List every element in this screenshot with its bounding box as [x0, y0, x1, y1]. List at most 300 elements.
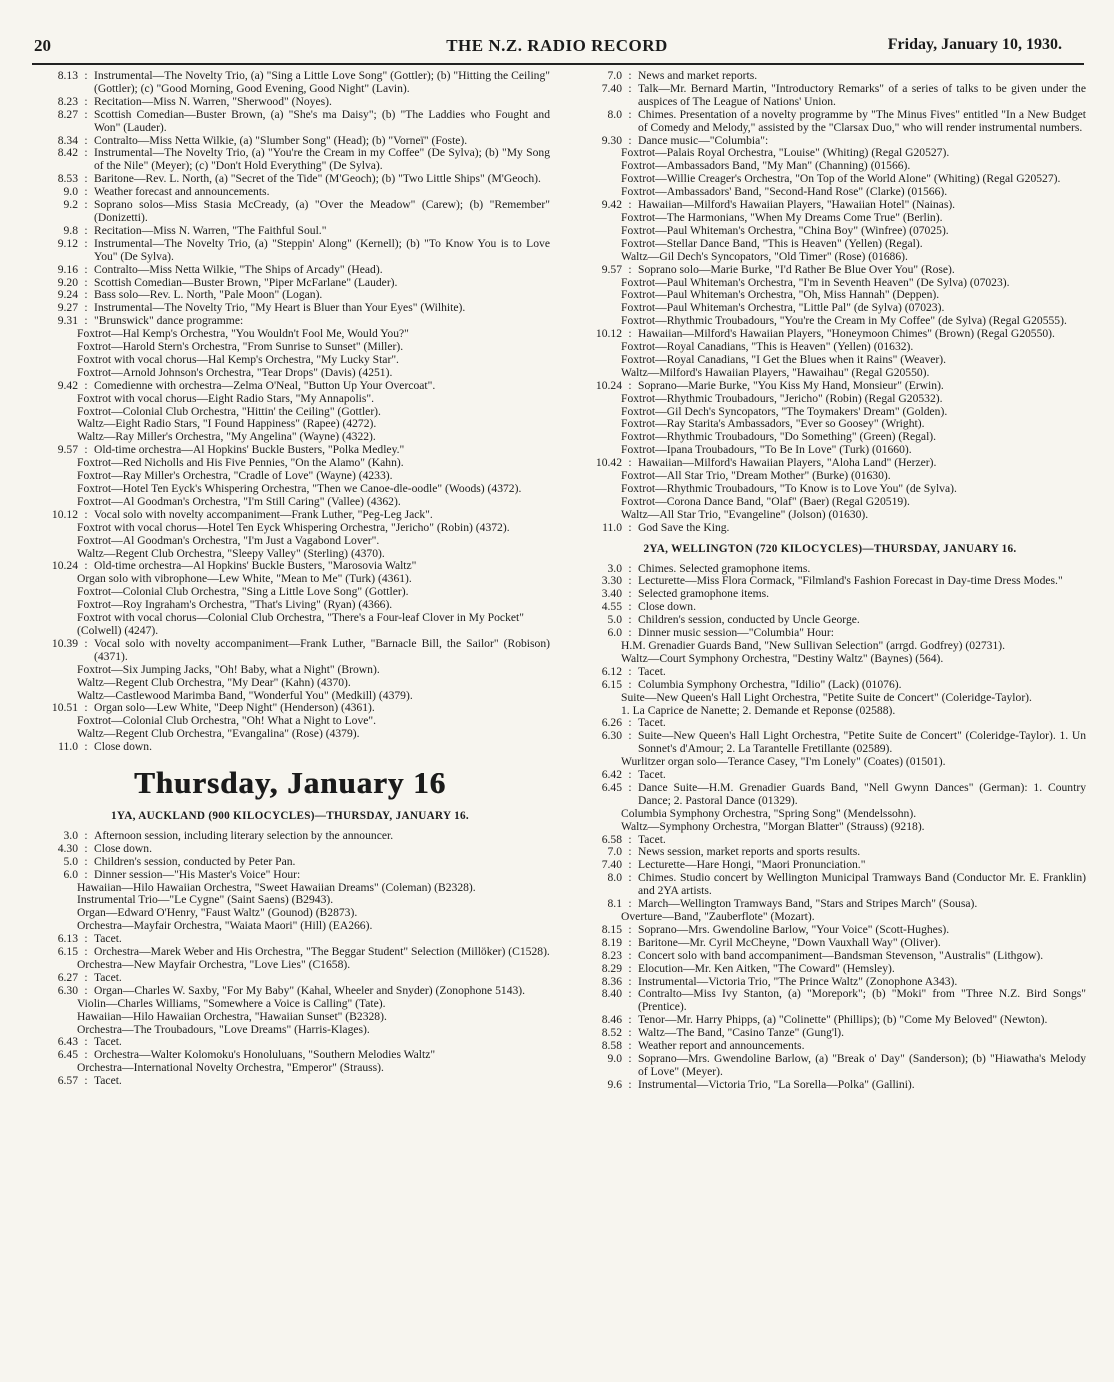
entry-text: Soprano—Mrs. Gwendoline Barlow, "Your Voice" (Scott-Hughes).: [638, 922, 950, 936]
station-heading: 2YA, WELLINGTON (720 KILOCYCLES)—THURSDAY, JANUARY 16.: [643, 542, 1017, 555]
programme-entry: [30, 109, 550, 135]
entry-time: 8.0: [607, 871, 622, 885]
entry-time: 6.58: [601, 832, 622, 846]
entry-time: 3.0: [63, 828, 78, 842]
programme-entry: [574, 679, 1086, 692]
entry-time: 5.0: [607, 613, 622, 627]
time-separator: :: [84, 740, 88, 754]
entry-text: Tacet.: [94, 970, 122, 984]
time-separator: :: [628, 935, 632, 949]
entry-text: Chimes. Presentation of a novelty programme by "The Minus Fives" entitled "In a New Budget of Comedy and Melody," assisted by the "Clarsax Duo," who will render instrumental numbers.: [638, 107, 1086, 134]
time-separator: :: [628, 1051, 632, 1065]
time-separator: :: [628, 262, 632, 276]
entry-text: Comedienne with orchestra—Zelma O'Neal, "Button Up Your Overcoat".: [94, 378, 436, 392]
entry-time: 9.24: [57, 288, 78, 302]
entry-text: Old-time orchestra—Al Hopkins' Buckle Busters, "Polka Medley.": [94, 443, 405, 457]
time-separator: :: [628, 81, 632, 95]
entry-time: 3.30: [601, 574, 622, 588]
programme-entry: [574, 264, 1086, 277]
entry-time: 6.13: [57, 932, 78, 946]
entry-time: 6.26: [601, 716, 622, 730]
entry-text: Contralto—Miss Ivy Stanton, (a) "Morepork"; (b) "Moki" from "Three N.Z. Bird Songs" (Prentice).: [638, 987, 1086, 1014]
entry-text: Tacet.: [94, 1035, 122, 1049]
entry-text: Close down.: [94, 740, 152, 754]
entry-time: 8.34: [57, 133, 78, 147]
left-column: [30, 70, 550, 1088]
programme-entry: [30, 830, 550, 843]
entry-text: Vocal solo with novelty accompaniment—Frank Luther, "Peg-Leg Jack".: [94, 507, 433, 521]
programme-subitem: Organ—Edward O'Henry, "Faust Waltz" (Gounod) (B2873).: [77, 906, 358, 920]
entry-text: Elocution—Mr. Ken Aitken, "The Coward" (Hemsley).: [638, 961, 895, 975]
time-separator: :: [84, 314, 88, 328]
time-separator: :: [628, 1077, 632, 1091]
programme-subitem: Foxtrot with vocal chorus—Eight Radio Stars, "My Annapolis".: [77, 391, 375, 405]
programme-subitem: Foxtrot—Stellar Dance Band, "This is Heaven" (Yellen) (Regal).: [621, 236, 923, 250]
entry-time: 7.0: [607, 845, 622, 859]
programme-entry: [574, 380, 1086, 393]
programme-subitem: Foxtrot—Roy Ingraham's Orchestra, "That's Living" (Ryan) (4366).: [77, 598, 393, 612]
entry-time: 9.31: [57, 314, 78, 328]
time-separator: :: [84, 945, 88, 959]
programme-subitem: Foxtrot—Ipana Troubadours, "To Be In Love" (Turk) (01660).: [621, 443, 912, 457]
entry-time: 8.13: [57, 69, 78, 82]
programme-entry: [574, 769, 1086, 782]
entry-text: Scottish Comedian—Buster Brown, "Piper McFarlane" (Lauder).: [94, 275, 398, 289]
entry-time: 5.0: [63, 854, 78, 868]
entry-time: 7.0: [607, 69, 622, 82]
entry-time: 9.8: [63, 223, 78, 237]
entry-time: 6.30: [601, 729, 622, 743]
programme-entry: [574, 1053, 1086, 1079]
programme-subitem: Waltz—Regent Club Orchestra, "Evangalina" (Rose) (4379).: [77, 727, 360, 741]
programme-entry: [574, 666, 1086, 679]
entry-text: Dance Suite—H.M. Grenadier Guards Band, "Nell Gwynn Dances" (German): 1. Country Dance; 2. Pastoral Dance (01329).: [638, 780, 1086, 807]
time-separator: :: [628, 613, 632, 627]
programme-subitem: Violin—Charles Williams, "Somewhere a Voice is Calling" (Tate).: [77, 996, 386, 1010]
time-separator: :: [84, 970, 88, 984]
entry-time: 6.57: [57, 1074, 78, 1088]
entry-time: 10.42: [595, 456, 622, 470]
programme-subitem: Orchestra—Mayfair Orchestra, "Waiata Maori" (Hill) (EA266).: [77, 919, 373, 933]
entry-time: 6.43: [57, 1035, 78, 1049]
entry-time: 10.24: [51, 559, 78, 573]
time-separator: :: [628, 948, 632, 962]
entry-time: 6.0: [607, 626, 622, 640]
time-separator: :: [84, 932, 88, 946]
entry-text: Soprano—Mrs. Gwendoline Barlow, (a) "Break o' Day" (Sanderson); (b) "Hiawatha's Melody of Love" (Meyer).: [638, 1051, 1086, 1078]
entry-text: Suite—New Queen's Hall Light Orchestra, "Petite Suite de Concert" (Coleridge-Taylor). 1. Un Sonnet's d'Amour; 2. La Tarantelle Fretillante (02589).: [638, 729, 1086, 756]
entry-text: News and market reports.: [638, 69, 758, 82]
entry-text: Hawaiian—Milford's Hawaiian Players, "Hawaiian Hotel" (Nainas).: [638, 198, 956, 212]
programme-subitem: Organ solo with vibrophone—Lew White, "Mean to Me" (Turk) (4361).: [77, 572, 412, 586]
programme-entry: [30, 380, 550, 393]
programme-subitem: Foxtrot—Corona Dance Band, "Olaf" (Baer) (Regal G20519).: [621, 494, 910, 508]
programme-subitem: Foxtrot—Rhythmic Troubadours, "Jericho" (Robin) (Regal G20532).: [621, 391, 943, 405]
entry-time: 6.45: [57, 1048, 78, 1062]
programme-subitem: Foxtrot—Rhythmic Troubadours, "Do Something" (Green) (Regal).: [621, 430, 937, 444]
programme-subitem: Foxtrot—Red Nicholls and His Five Pennies, "On the Alamo" (Kahn).: [77, 456, 404, 470]
programme-subitem: Foxtrot—Arnold Johnson's Orchestra, "Tear Drops" (Davis) (4251).: [77, 365, 393, 379]
entry-text: Tacet.: [94, 932, 122, 946]
programme-subitem: Foxtrot—Rhythmic Troubadours, "You're the Cream in My Coffee" (de Sylva) (Regal G20555).: [621, 314, 1067, 328]
entry-text: Selected gramophone items.: [638, 587, 770, 601]
header-rule: [32, 63, 1084, 65]
entry-text: Soprano solos—Miss Stasia McCready, (a) "Over the Meadow" (Carew); (b) "Remember" (Donizetti).: [94, 198, 550, 224]
entry-text: Contralto—Miss Netta Wilkie, (a) "Slumber Song" (Head); (b) "Vorneï" (Foste).: [94, 133, 468, 147]
programme-subitem: Instrumental Trio—"Le Cygne" (Saint Saens) (B2943).: [77, 893, 334, 907]
entry-text: Vocal solo with novelty accompaniment—Frank Luther, "Barnacle Bill, the Sailor" (Robison) (4371).: [94, 636, 550, 663]
time-separator: :: [84, 867, 88, 881]
entry-time: 8.52: [601, 1026, 622, 1040]
programme-entry: [30, 96, 550, 109]
time-separator: :: [84, 378, 88, 392]
programme-entry: [574, 522, 1086, 535]
entry-time: 8.23: [601, 948, 622, 962]
programme-subitem: Waltz—Ray Miller's Orchestra, "My Angelina" (Wayne) (4322).: [77, 430, 376, 444]
entry-time: 7.40: [601, 81, 622, 95]
programme-subitem: Foxtrot—Colonial Club Orchestra, "Hittin' the Ceiling" (Gottler).: [77, 404, 381, 418]
entry-text: Dance music—"Columbia":: [638, 133, 769, 147]
programme-subitem: Foxtrot—Al Goodman's Orchestra, "I'm Just a Vagabond Lover".: [77, 533, 380, 547]
entry-time: 6.27: [57, 970, 78, 984]
entry-text: Organ—Charles W. Saxby, "For My Baby" (Kahal, Wheeler and Snyder) (Zonophone 5143).: [94, 983, 526, 997]
entry-text: Chimes. Studio concert by Wellington Municipal Tramways Band (Conductor Mr. E. Franklin) and 2YA artists.: [638, 871, 1086, 898]
time-separator: :: [628, 832, 632, 846]
programme-entry: [30, 264, 550, 277]
programme-subitem: Foxtrot with vocal chorus—Hal Kemp's Orchestra, "My Lucky Star".: [77, 352, 399, 366]
time-separator: :: [84, 223, 88, 237]
programme-subitem: Waltz—All Star Trio, "Evangeline" (Jolson) (01630).: [621, 507, 869, 521]
time-separator: :: [628, 716, 632, 730]
entry-text: Instrumental—The Novelty Trio, (a) "Steppin' Along" (Kernell); (b) "To Know You is to Love You" (De Sylva).: [94, 236, 550, 263]
entry-time: 10.39: [51, 636, 78, 650]
entry-time: 6.30: [57, 983, 78, 997]
entry-time: 11.0: [602, 520, 622, 534]
entry-time: 10.12: [51, 507, 78, 521]
entry-time: 9.27: [57, 301, 78, 315]
entry-time: 4.30: [57, 841, 78, 855]
programme-entry: [30, 1075, 550, 1088]
entry-time: 6.15: [601, 677, 622, 691]
time-separator: :: [84, 262, 88, 276]
programme-subitem: 1. La Caprice de Nanette; 2. Demande et Reponse (02588).: [621, 703, 896, 717]
programme-entry: [30, 238, 550, 264]
entry-text: Close down.: [94, 841, 152, 855]
time-separator: :: [628, 626, 632, 640]
time-separator: :: [84, 636, 88, 650]
entry-text: Recitation—Miss N. Warren, "Sherwood" (Noyes).: [94, 94, 332, 108]
entry-text: Dinner session—"His Master's Voice" Hour:: [94, 867, 301, 881]
entry-text: Baritone—Mr. Cyril McCheyne, "Down Vauxhall Way" (Oliver).: [638, 935, 941, 949]
entry-time: 9.57: [601, 262, 622, 276]
entry-time: 8.36: [601, 974, 622, 988]
entry-text: Recitation—Miss N. Warren, "The Faithful Soul.": [94, 223, 327, 237]
programme-entry: [30, 972, 550, 985]
entry-time: 6.45: [601, 780, 622, 794]
time-separator: :: [628, 871, 632, 885]
programme-subitem: Foxtrot—Hal Kemp's Orchestra, "You Wouldn't Fool Me, Would You?": [77, 327, 409, 341]
programme-subitem: Foxtrot—Rhythmic Troubadours, "To Know is to Love You" (de Sylva).: [621, 482, 957, 495]
station-heading: 1YA, AUCKLAND (900 KILOCYCLES)—THURSDAY, JANUARY 16.: [111, 810, 469, 823]
programme-entry: [30, 985, 550, 998]
entry-time: 8.46: [601, 1013, 622, 1027]
entry-time: 9.42: [601, 198, 622, 212]
entry-time: 9.30: [601, 133, 622, 147]
programme-entry: [30, 509, 550, 522]
programme-subitem: Wurlitzer organ solo—Terance Casey, "I'm Lonely" (Coates) (01501).: [621, 755, 946, 769]
entry-text: Organ solo—Lew White, "Deep Night" (Henderson) (4361).: [94, 701, 375, 715]
entry-time: 8.23: [57, 94, 78, 108]
entry-text: Close down.: [638, 600, 696, 614]
time-separator: :: [628, 378, 632, 392]
entry-text: Concert solo with band accompaniment—Bandsman Stevenson, "Australis" (Lithgow).: [638, 948, 1044, 962]
programme-entry: [574, 937, 1086, 950]
programme-subitem: Orchestra—New Mayfair Orchestra, "Love Lies" (C1658).: [77, 958, 351, 971]
programme-subitem: Foxtrot—All Star Trio, "Dream Mother" (Burke) (01630).: [621, 469, 891, 483]
time-separator: :: [628, 664, 632, 678]
entry-time: 9.42: [57, 378, 78, 392]
programme-subitem: Foxtrot—Paul Whiteman's Orchestra, "China Boy" (Winfree) (07025).: [621, 223, 949, 237]
programme-subitem: Overture—Band, "Zauberflote" (Mozart).: [621, 910, 815, 923]
time-separator: :: [628, 961, 632, 975]
programme-subitem: Foxtrot—Ray Starita's Ambassadors, "Ever so Goosey" (Wright).: [621, 417, 925, 431]
entry-text: News session, market reports and sports results.: [638, 845, 861, 859]
time-separator: :: [628, 574, 632, 588]
time-separator: :: [628, 780, 632, 794]
entry-time: 10.51: [51, 701, 78, 715]
time-separator: :: [628, 768, 632, 782]
programme-entry: [30, 741, 550, 754]
time-separator: :: [84, 854, 88, 868]
programme-entry: [574, 730, 1086, 756]
entry-text: Chimes. Selected gramophone items.: [638, 561, 811, 575]
programme-subitem: Foxtrot—Colonial Club Orchestra, "Oh! What a Night to Love".: [77, 714, 377, 728]
entry-time: 8.58: [601, 1039, 622, 1053]
programme-entry: [30, 843, 550, 856]
entry-time: 8.53: [57, 172, 78, 186]
entry-text: Instrumental—Victoria Trio, "The Prince Waltz" (Zonophone A343).: [638, 974, 958, 988]
programme-subitem: Foxtrot—Ambassadors' Band, "Second-Hand Rose" (Clarke) (01566).: [621, 185, 948, 199]
entry-text: Scottish Comedian—Buster Brown, (a) "She's ma Daisy"; (b) "The Laddies who Fought and Won" (Lauder).: [94, 107, 550, 134]
right-column: [574, 70, 1086, 1092]
time-separator: :: [628, 327, 632, 341]
programme-entry: [30, 70, 550, 96]
programme-subitem: Waltz—Court Symphony Orchestra, "Destiny Waltz" (Baynes) (564).: [621, 651, 944, 665]
programme-subitem: Waltz—Gil Dech's Syncopators, "Old Timer" (Rose) (01686).: [621, 249, 908, 263]
entry-time: 9.57: [57, 443, 78, 457]
entry-time: 11.0: [58, 740, 78, 754]
programme-subitem: Foxtrot—Six Jumping Jacks, "Oh! Baby, what a Night" (Brown).: [77, 662, 380, 676]
programme-subitem: Foxtrot—Al Goodman's Orchestra, "I'm Still Caring" (Vallee) (4362).: [77, 494, 401, 508]
programme-subitem: Hawaiian—Hilo Hawaiian Orchestra, "Sweet Hawaiian Dreams" (Coleman) (B2328).: [77, 880, 476, 894]
programme-subitem: Waltz—Regent Club Orchestra, "Sleepy Valley" (Sterling) (4370).: [77, 546, 385, 560]
entry-text: Baritone—Rev. L. North, (a) "Secret of the Tide" (M'Geoch); (b) "Two Little Ships" (M'Geoch).: [94, 172, 541, 186]
programme-subitem: Foxtrot—Paul Whiteman's Orchestra, "I'm in Seventh Heaven" (De Sylva) (07023).: [621, 275, 1010, 289]
entry-text: Talk—Mr. Bernard Martin, "Introductory Remarks" of a series of talks to be given under the auspices of The League of Nations' Union.: [638, 81, 1086, 108]
programme-entry: [30, 225, 550, 238]
time-separator: :: [628, 107, 632, 121]
time-separator: :: [628, 1039, 632, 1053]
time-separator: :: [84, 172, 88, 186]
programme-subitem: Hawaiian—Hilo Hawaiian Orchestra, "Hawaiian Sunset" (B2328).: [77, 1009, 387, 1023]
time-separator: :: [84, 1048, 88, 1062]
entry-time: 8.40: [601, 987, 622, 1001]
programme-entry: [30, 199, 550, 225]
entry-text: Contralto—Miss Netta Wilkie, "The Ships of Arcady" (Head).: [94, 262, 383, 276]
time-separator: :: [628, 974, 632, 988]
time-separator: :: [84, 1074, 88, 1088]
entry-time: 8.27: [57, 107, 78, 121]
entry-time: 8.19: [601, 935, 622, 949]
programme-subitem: Foxtrot—Royal Canadians, "I Get the Blues when it Rains" (Weaver).: [621, 352, 947, 366]
programme-subitem: Foxtrot with vocal chorus—Hotel Ten Eyck Whispering Orchestra, "Jericho" (Robin) (4372).: [77, 520, 510, 534]
time-separator: :: [84, 559, 88, 573]
entry-text: Hawaiian—Milford's Hawaiian Players, "Aloha Land" (Herzer).: [638, 456, 937, 470]
entry-time: 9.6: [607, 1077, 622, 1091]
entry-text: Orchestra—Walter Kolomoku's Honoluluans, "Southern Melodies Waltz": [94, 1048, 436, 1062]
time-separator: :: [628, 198, 632, 212]
time-separator: :: [84, 146, 88, 160]
programme-subitem: Orchestra—International Novelty Orchestra, "Emperor" (Strauss).: [77, 1061, 384, 1075]
programme-entry: [30, 638, 550, 664]
time-separator: :: [84, 701, 88, 715]
time-separator: :: [84, 133, 88, 147]
time-separator: :: [84, 828, 88, 842]
programme-subitem: Waltz—Eight Radio Stars, "I Found Happiness" (Rapee) (4272).: [77, 417, 377, 431]
entry-text: Children's session, conducted by Uncle George.: [638, 613, 860, 627]
entry-text: Hawaiian—Milford's Hawaiian Players, "Honeymoon Chimes" (Brown) (Regal G20550).: [638, 327, 1055, 341]
entry-time: 9.0: [607, 1051, 622, 1065]
entry-time: 3.0: [607, 561, 622, 575]
programme-subitem: Foxtrot—Ray Miller's Orchestra, "Cradle of Love" (Wayne) (4233).: [77, 469, 393, 483]
time-separator: :: [628, 456, 632, 470]
entry-text: Children's session, conducted by Peter Pan.: [94, 854, 296, 868]
programme-entry: [30, 869, 550, 882]
programme-subitem: Orchestra—The Troubadours, "Love Dreams" (Harris-Klages).: [77, 1022, 370, 1036]
time-separator: :: [84, 107, 88, 121]
programme-subitem: Foxtrot—Gil Dech's Syncopators, "The Toymakers' Dream" (Golden).: [621, 404, 948, 418]
time-separator: :: [628, 922, 632, 936]
programme-subitem: Foxtrot—Paul Whiteman's Orchestra, "Little Pal" (de Sylva) (07023).: [621, 301, 945, 315]
time-separator: :: [628, 587, 632, 601]
entry-text: God Save the King.: [638, 520, 730, 534]
entry-time: 10.12: [595, 327, 622, 341]
entry-time: 9.12: [57, 236, 78, 250]
entry-text: Weather report and announcements.: [638, 1039, 805, 1053]
time-separator: :: [84, 275, 88, 289]
entry-text: Orchestra—Marek Weber and His Orchestra, "The Beggar Student" Selection (Millöker) (C1528).: [94, 945, 550, 959]
time-separator: :: [84, 443, 88, 457]
entry-text: "Brunswick" dance programme:: [94, 314, 244, 328]
time-separator: :: [84, 198, 88, 212]
programme-entry: [574, 988, 1086, 1014]
entry-text: Tacet.: [94, 1074, 122, 1088]
day-heading: Thursday, January 16: [133, 765, 446, 801]
page-header: [0, 34, 1114, 58]
time-separator: :: [84, 288, 88, 302]
entry-time: 6.15: [57, 945, 78, 959]
entry-time: 9.20: [57, 275, 78, 289]
entry-time: 3.40: [601, 587, 622, 601]
programme-subitem: H.M. Grenadier Guards Band, "New Sullivan Selection" (arrgd. Godfrey) (02731).: [621, 638, 1006, 652]
time-separator: :: [84, 185, 88, 199]
programme-entry: [574, 1079, 1086, 1092]
programme-subitem: Waltz—Milford's Hawaiian Players, "Hawaihau" (Regal G20550).: [621, 365, 930, 379]
programme-subitem: Foxtrot with vocal chorus—Colonial Club Orchestra, "There's a Four-leaf Clover in My Pocket" (Colwell) (4247).: [77, 611, 524, 637]
entry-text: Instrumental—The Novelty Trio, (a) "You're the Cream in my Coffee" (De Sylva); (b) "My Song of the Nile" (Meyer); (c) "Don't Hold Everything" (De Sylva).: [94, 146, 550, 173]
time-separator: :: [628, 133, 632, 147]
programme-entry: [574, 83, 1086, 109]
time-separator: :: [628, 897, 632, 911]
entry-time: 10.24: [595, 378, 622, 392]
programme-subitem: Foxtrot—The Harmonians, "When My Dreams Come True" (Berlin).: [621, 210, 943, 224]
programme-entry: [574, 109, 1086, 135]
issue-date: Friday, January 10, 1930.: [887, 36, 1062, 53]
entry-text: Tacet.: [638, 768, 666, 782]
entry-time: 7.40: [601, 858, 622, 872]
time-separator: :: [628, 858, 632, 872]
entry-text: Bass solo—Rev. L. North, "Pale Moon" (Logan).: [94, 288, 323, 302]
programme-subitem: Columbia Symphony Orchestra, "Spring Song" (Mendelssohn).: [621, 806, 917, 820]
time-separator: :: [628, 1026, 632, 1040]
time-separator: :: [84, 841, 88, 855]
programme-entry: [574, 950, 1086, 963]
programme-subitem: Waltz—Regent Club Orchestra, "My Dear" (Kahn) (4370).: [77, 675, 351, 689]
time-separator: :: [84, 301, 88, 315]
entry-time: 6.42: [601, 768, 622, 782]
programme-subitem: Foxtrot—Palais Royal Orchestra, "Louise" (Whiting) (Regal G20527).: [621, 146, 950, 160]
time-separator: :: [628, 729, 632, 743]
time-separator: :: [628, 561, 632, 575]
programme-entry: [574, 963, 1086, 976]
programme-subitem: Waltz—Castlewood Marimba Band, "Wonderful You" (Medkill) (4379).: [77, 688, 413, 702]
programme-subitem: Foxtrot—Willie Creager's Orchestra, "On Top of the World Alone" (Whiting) (Regal G20527).: [621, 172, 1061, 186]
programme-entry: [30, 147, 550, 173]
programme-entry: [574, 782, 1086, 808]
entry-text: Tenor—Mr. Harry Phipps, (a) "Colinette" (Phillips); (b) "Come My Beloved" (Newton).: [638, 1013, 1048, 1027]
time-separator: :: [84, 1035, 88, 1049]
entry-time: 8.29: [601, 961, 622, 975]
time-separator: :: [628, 69, 632, 82]
entry-time: 8.0: [607, 107, 622, 121]
entry-text: Tacet.: [638, 664, 666, 678]
entry-time: 6.12: [601, 664, 622, 678]
programme-subitem: Foxtrot—Paul Whiteman's Orchestra, "Oh, Miss Hannah" (Deppen).: [621, 288, 940, 302]
entry-time: 8.1: [607, 897, 622, 911]
entry-text: Lecturette—Hare Hongi, "Maori Pronunciation.": [638, 858, 866, 872]
entry-time: 9.16: [57, 262, 78, 276]
entry-text: Columbia Symphony Orchestra, "Idilio" (Lack) (01076).: [638, 677, 902, 691]
programme-subitem: Foxtrot—Ambassadors Band, "My Man" (Channing) (01566).: [621, 159, 911, 173]
programme-subitem: Foxtrot—Harold Stern's Orchestra, "From Sunrise to Sunset" (Miller).: [77, 340, 404, 354]
publication-title: THE N.Z. RADIO RECORD: [446, 36, 668, 55]
entry-text: Soprano solo—Marie Burke, "I'd Rather Be Blue Over You" (Rose).: [638, 262, 955, 276]
programme-subitem: Suite—New Queen's Hall Light Orchestra, "Petite Suite de Concert" (Coleridge-Taylor).: [621, 690, 1032, 704]
entry-time: 9.2: [63, 198, 78, 212]
entry-text: Lecturette—Miss Flora Cormack, "Filmland's Fashion Forecast in Day-time Dress Modes.": [638, 574, 1063, 588]
entry-time: 8.42: [57, 146, 78, 160]
time-separator: :: [628, 845, 632, 859]
entry-text: Instrumental—The Novelty Trio, (a) "Sing a Little Love Song" (Gottler); (b) "Hitting the Ceiling" (Gottler); (c) "Good Morning, Good Evening, Good Night" (Lavin).: [94, 69, 550, 95]
time-separator: :: [628, 1013, 632, 1027]
page-number: 20: [34, 36, 51, 55]
entry-time: 9.0: [63, 185, 78, 199]
programme-subitem: Foxtrot—Hotel Ten Eyck's Whispering Orchestra, "Then we Canoe-dle-oodle" (Woods) (4372).: [77, 482, 522, 495]
time-separator: :: [84, 94, 88, 108]
programme-entry: [30, 856, 550, 869]
entry-text: Soprano—Marie Burke, "You Kiss My Hand, Monsieur" (Erwin).: [638, 378, 944, 392]
entry-text: Waltz—The Band, "Casino Tanze" (Gung'l).: [638, 1026, 844, 1040]
